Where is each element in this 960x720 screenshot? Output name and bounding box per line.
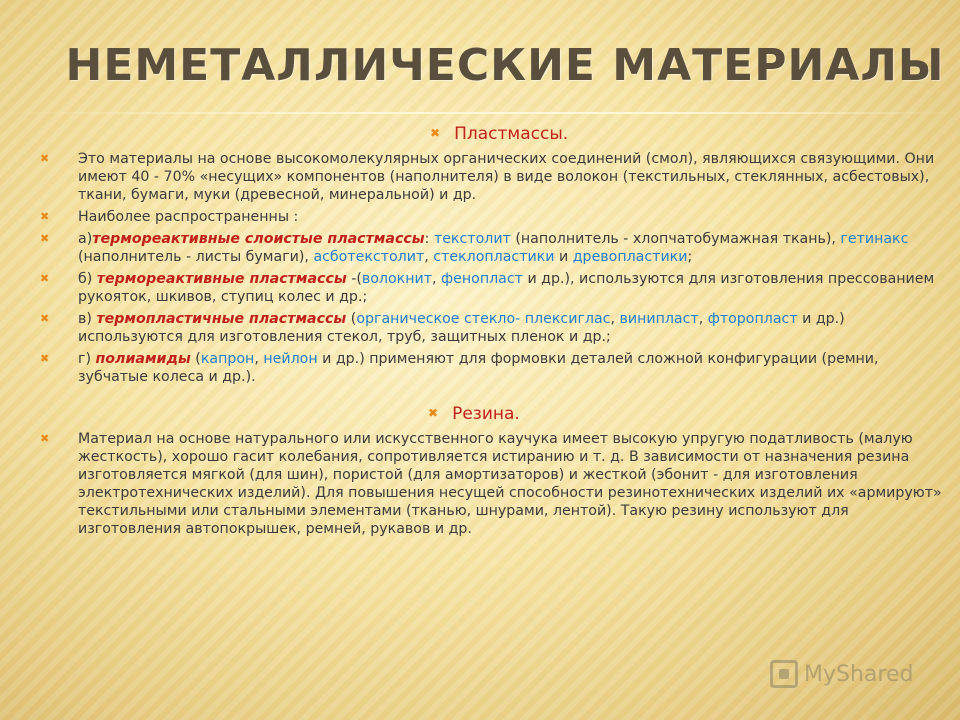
- item-prefix: а): [78, 231, 93, 247]
- plastics-common-intro: [40, 208, 945, 226]
- item-text: ,: [254, 351, 264, 367]
- plastics-definition-text: Это материалы на основе высокомолекулярных органических соединений (смол), являющихся связующими. Они имеют 40 - 70% «несущих» компонентов (наполнителя) в виде волокон (текстильных, стеклянных, асбестовых), ткани, бумаги, муки (древесной, минеральной) и др.: [78, 151, 935, 203]
- rubber-description: [40, 430, 945, 538]
- watermark-text: MyShared: [804, 661, 914, 687]
- item-text: и др.) применяют для формовки деталей сложной конфигурации (ремни, зубчатые колеса и др.).: [78, 351, 879, 385]
- plastics-common-text: Наиболее распространенны :: [78, 209, 299, 225]
- section-spacer: [40, 386, 945, 400]
- item-text: и: [554, 249, 573, 265]
- item-text: и др.), используются для изготовления прессованием рукояток, шкивов, ступиц колес и др.;: [78, 271, 935, 305]
- item-text: и др.) используются для изготовления стекол, труб, защитных пленок и др.;: [78, 311, 845, 345]
- rubber-heading-text: Резина.: [452, 404, 520, 424]
- item-text: ,: [610, 311, 620, 327]
- material-link: фторопласт: [707, 311, 798, 327]
- material-link: фенопласт: [441, 271, 523, 287]
- x-bullet-icon: ✖: [40, 272, 50, 285]
- myshared-watermark: [770, 658, 913, 690]
- item-prefix: б): [78, 271, 97, 287]
- item-text: (наполнитель - хлопчатобумажная ткань),: [510, 231, 841, 247]
- plastics-definition: [40, 150, 945, 204]
- item-term: полиамиды: [95, 351, 191, 367]
- slide-content: [40, 120, 945, 538]
- material-link: древопластики: [572, 249, 688, 265]
- item-text: (: [190, 351, 201, 367]
- plastics-item-a: [40, 230, 945, 266]
- myshared-logo-icon: [770, 660, 798, 688]
- item-term: термореактивные слоистые пластмассы: [92, 231, 425, 247]
- item-text: (: [346, 311, 357, 327]
- plastics-heading-text: Пластмассы.: [454, 124, 569, 144]
- material-link: нейлон: [263, 351, 318, 367]
- item-text: -(: [346, 271, 362, 287]
- item-prefix: в): [78, 311, 97, 327]
- x-bullet-icon: ✖: [40, 312, 50, 325]
- material-link: волокнит: [361, 271, 432, 287]
- x-bullet-icon: ✖: [40, 352, 50, 365]
- material-link: капрон: [200, 351, 255, 367]
- plastics-item-g: [40, 350, 945, 386]
- item-term: термопластичные пластмассы: [96, 311, 347, 327]
- material-link: винипласт: [619, 311, 699, 327]
- x-bullet-icon: ✖: [40, 210, 50, 223]
- item-text: :: [424, 231, 434, 247]
- item-text: ;: [687, 249, 693, 265]
- slide-title: НЕМЕТАЛЛИЧЕСКИЕ МАТЕРИАЛЫ: [65, 40, 945, 91]
- section-heading-plastics: [430, 120, 945, 146]
- item-term: термореактивные пластмассы: [96, 271, 347, 287]
- material-link: органическое стекло- плексиглас: [356, 311, 611, 327]
- plastics-item-b: [40, 270, 945, 306]
- item-text: ,: [431, 271, 442, 287]
- material-link: гетинакс: [840, 231, 909, 247]
- material-link: текстолит: [433, 231, 511, 247]
- rubber-description-text: Материал на основе натурального или искусственного каучука имеет высокую упругую податливость (малую жесткость), хорошо гасит колебания, сопротивляется истиранию и т. д. В зависимости от назначения резина изготовляется мягкой (для шин), пористой (для амортизаторов) и жесткой (эбонит - для изготовления электротехнических изделий). Для повышения несущей способности резинотехнических изделий их «армируют» текстильными или стальными элементами (тканью, шнурами, лентой). Такую резину используют для изготовления автопокрышек, ремней, рукавов и др.: [78, 431, 942, 537]
- material-link: асботекстолит: [313, 249, 425, 265]
- x-bullet-icon: ✖: [40, 152, 50, 165]
- title-divider: [0, 112, 960, 114]
- x-bullet-icon: ✖: [428, 406, 439, 420]
- x-bullet-icon: ✖: [40, 432, 50, 445]
- x-bullet-icon: ✖: [40, 232, 50, 245]
- item-text: (наполнитель - листы бумаги),: [78, 249, 314, 265]
- item-text: ,: [698, 311, 708, 327]
- item-prefix: г): [78, 351, 96, 367]
- material-link: стеклопластики: [433, 249, 555, 265]
- plastics-item-v: [40, 310, 945, 346]
- item-text: ,: [424, 249, 434, 265]
- x-bullet-icon: ✖: [430, 126, 441, 140]
- section-heading-rubber: [428, 400, 945, 426]
